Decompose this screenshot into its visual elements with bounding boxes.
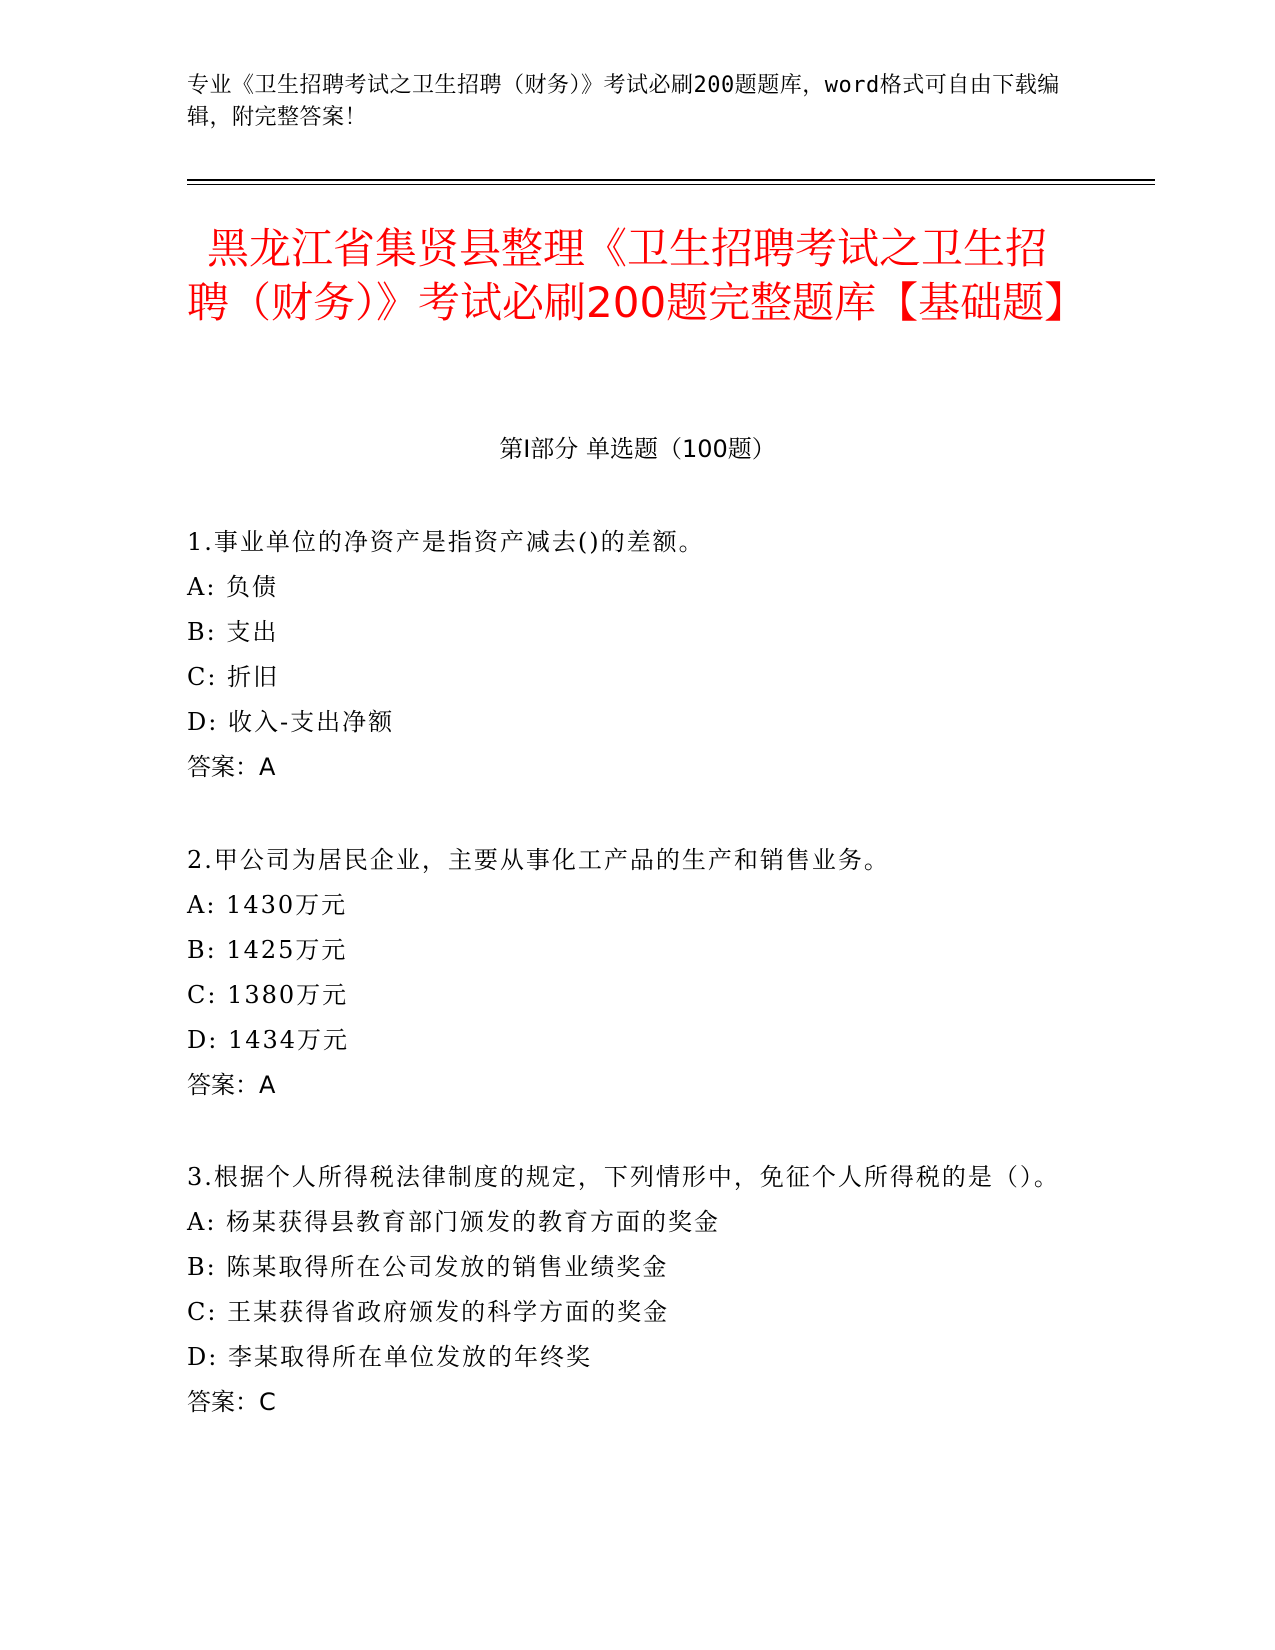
option-d: D: 收入-支出净额: [187, 708, 395, 736]
answer: 答案：A: [187, 1071, 276, 1099]
option-b: B: 支出: [187, 618, 279, 646]
question-2: [187, 838, 1067, 1108]
answer: 答案：C: [187, 1388, 276, 1416]
header-note: 专业《卫生招聘考试之卫生招聘（财务）》考试必刷200题题库，word格式可自由下载编辑，附完整答案！: [187, 73, 1060, 130]
document-title: 黑龙江省集贤县整理《卫生招聘考试之卫生招聘（财务）》考试必刷200题完整题库【基础题】: [187, 224, 1087, 327]
header-divider-thin: [187, 184, 1155, 185]
option-c: C: 1380万元: [187, 981, 349, 1009]
option-b: B: 1425万元: [187, 936, 348, 964]
option-c: C: 王某获得省政府颁发的科学方面的奖金: [187, 1298, 670, 1326]
question-3: [187, 1155, 1067, 1425]
question-stem: 1.事业单位的净资产是指资产减去()的差额。: [187, 528, 705, 556]
option-a: A: 负债: [187, 573, 279, 601]
option-a: A: 杨某获得县教育部门颁发的教育方面的奖金: [187, 1208, 721, 1236]
question-stem: 3.根据个人所得税法律制度的规定，下列情形中，免征个人所得税的是（）。: [187, 1163, 1060, 1191]
option-d: D: 李某取得所在单位发放的年终奖: [187, 1343, 592, 1371]
header-divider-thick: [187, 179, 1155, 181]
option-c: C: 折旧: [187, 663, 280, 691]
question-1: [187, 520, 1067, 790]
option-a: A: 1430万元: [187, 891, 348, 919]
answer: 答案：A: [187, 753, 276, 781]
option-b: B: 陈某取得所在公司发放的销售业绩奖金: [187, 1253, 669, 1281]
question-stem: 2.甲公司为居民企业，主要从事化工产品的生产和销售业务。: [187, 846, 890, 874]
section-heading: 第Ⅰ部分 单选题（100题）: [499, 435, 776, 463]
option-d: D: 1434万元: [187, 1026, 350, 1054]
